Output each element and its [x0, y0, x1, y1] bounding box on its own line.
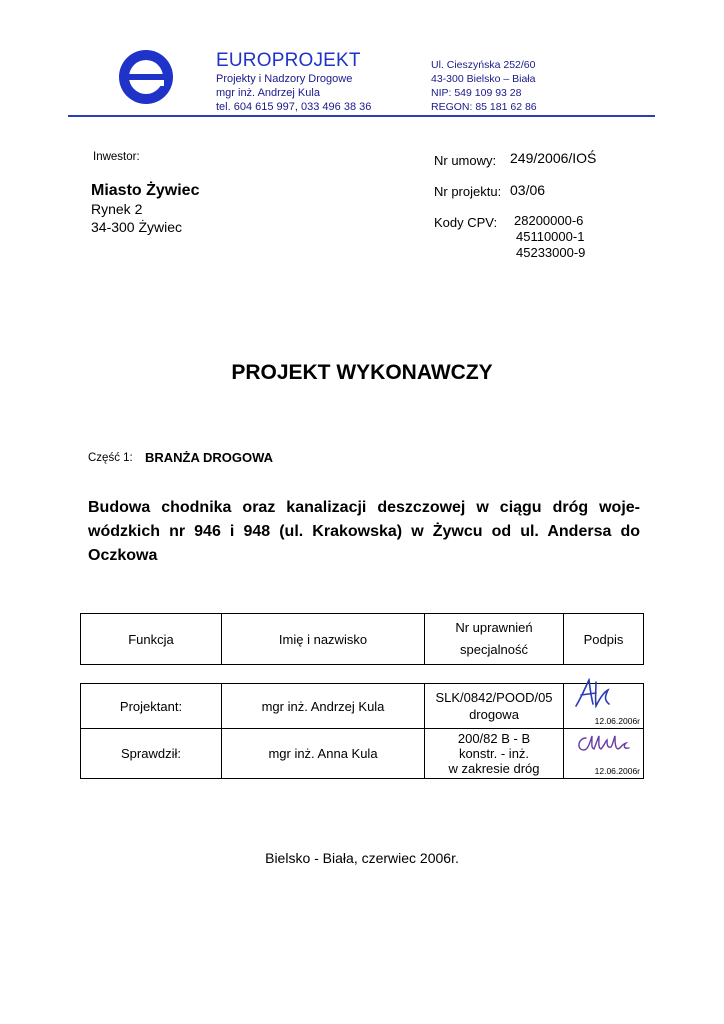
cpv-code: 45110000-1 [516, 229, 585, 244]
cpv-label: Kody CPV: [434, 215, 498, 230]
row-function: Sprawdził: [81, 729, 222, 779]
row-license-line: 200/82 B - B [457, 731, 531, 746]
row-signature [564, 684, 644, 729]
signature-image [574, 732, 634, 758]
contract-number: 249/2006/IOŚ [510, 150, 597, 166]
table-row [81, 684, 644, 729]
place-and-date: Bielsko - Biała, czerwiec 2006r. [265, 850, 459, 866]
signature-date: 12.06.2006r [594, 766, 640, 776]
header-license [425, 614, 564, 665]
part-label: Część 1: [88, 452, 133, 464]
signature-date: 12.06.2006r [594, 716, 640, 726]
header-function: Funkcja [81, 614, 222, 665]
header-signature: Podpis [564, 614, 644, 665]
project-label: Nr projektu: [434, 184, 502, 199]
signatures-header-table [80, 613, 644, 665]
company-name: EUROPROJEKT [216, 50, 361, 71]
company-line: Projekty i Nadzory Drogowe [216, 73, 353, 85]
project-subject: Budowa chodnika oraz kanalizacji deszczowej w ciągu dróg woje-wódzkich nr 946 i 948 (ul. Krakowska) w Żywcu od ul. Andersa do Oczkowa [88, 499, 640, 564]
row-signature [564, 729, 644, 779]
part-value: BRANŻA DROGOWA [145, 450, 274, 465]
row-license-line: drogowa [469, 707, 519, 722]
header-divider [68, 115, 655, 117]
address-line: Ul. Cieszyńska 252/60 [431, 59, 536, 71]
project-number: 03/06 [510, 182, 546, 198]
row-name: mgr inż. Andrzej Kula [222, 684, 425, 729]
investor-city: 34-300 Żywiec [91, 219, 183, 235]
row-license-line: konstr. - inż. [458, 746, 530, 761]
investor-name: Miasto Żywiec [91, 182, 200, 199]
investor-label: Inwestor: [93, 151, 140, 163]
header-license-line: specjalność [460, 642, 528, 657]
row-license-line: SLK/0842/POOD/05 [435, 690, 553, 705]
header-license-line: Nr uprawnień [455, 620, 533, 635]
europrojekt-logo [118, 49, 174, 105]
row-license [425, 684, 564, 729]
investor-street: Rynek 2 [91, 201, 143, 217]
document-title: PROJEKT WYKONAWCZY [231, 361, 493, 384]
header-name: Imię i nazwisko [222, 614, 425, 665]
row-function: Projektant: [81, 684, 222, 729]
signature-image [572, 678, 612, 712]
contract-label: Nr umowy: [434, 153, 497, 168]
address-line: 43-300 Bielsko – Biała [431, 73, 536, 85]
row-name: mgr inż. Anna Kula [222, 729, 425, 779]
cpv-code: 45233000-9 [516, 245, 586, 260]
signatures-table [80, 683, 644, 779]
address-line: NIP: 549 109 93 28 [431, 87, 522, 99]
company-line: mgr inż. Andrzej Kula [216, 87, 320, 99]
row-license-line: w zakresie dróg [448, 761, 540, 776]
company-line: tel. 604 615 997, 033 496 38 36 [216, 101, 372, 113]
cpv-code: 28200000-6 [514, 213, 584, 228]
table-row [81, 729, 644, 779]
row-license [425, 729, 564, 779]
address-line: REGON: 85 181 62 86 [431, 101, 537, 113]
